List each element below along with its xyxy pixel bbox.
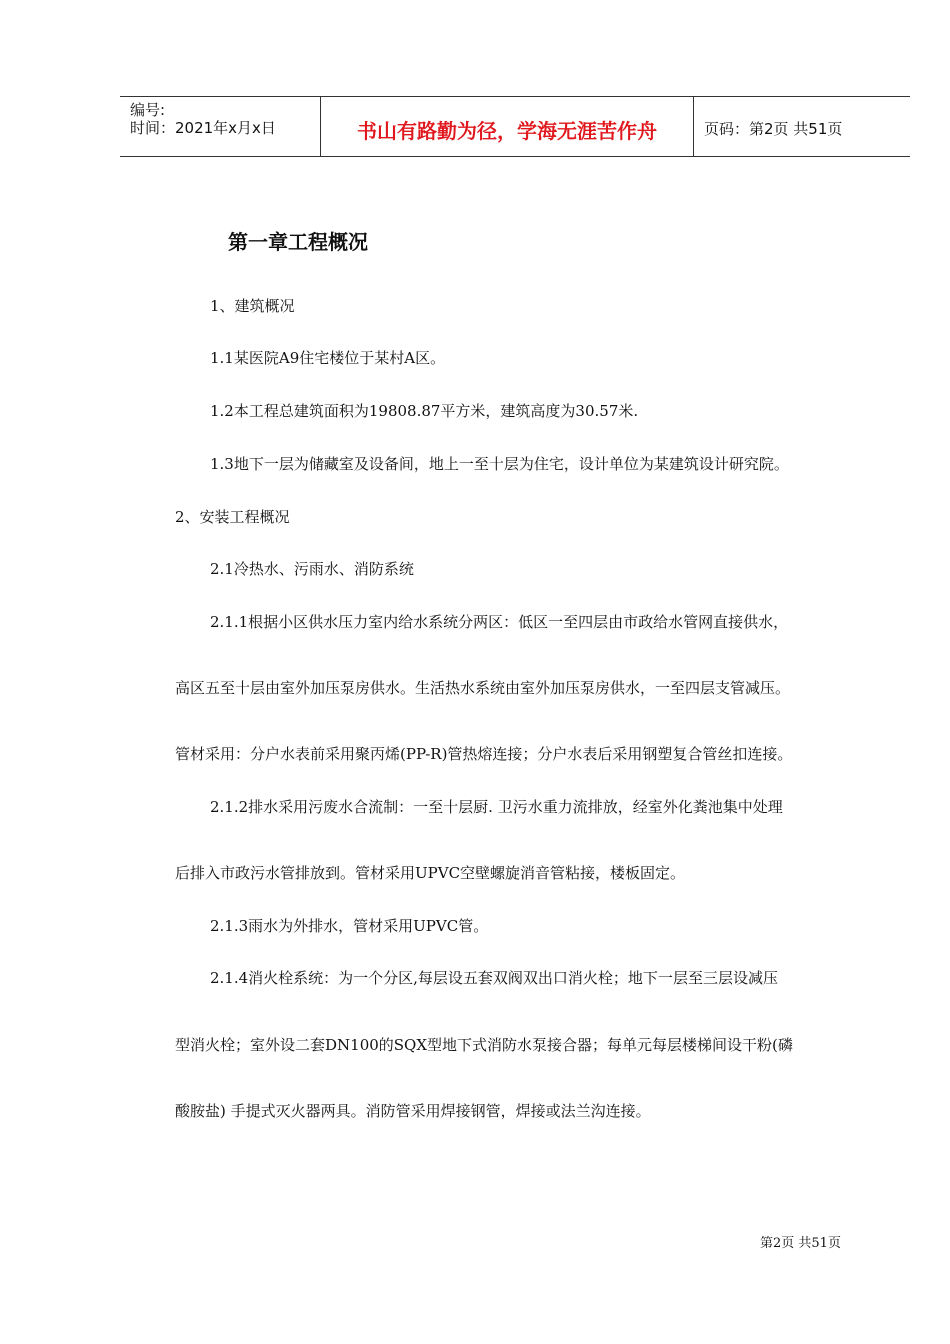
paragraph-line: 2.1.1根据小区供水压力室内给水系统分两区：低区一至四层由市政给水管网直接供水， <box>210 613 789 631</box>
serial-number-label: 编号: <box>130 101 166 119</box>
motto: 书山有路勤为径，学海无涯苦作舟 <box>357 119 657 143</box>
footer-page-number: 第2页 共51页 <box>760 1236 841 1251</box>
header-info-cell <box>120 97 321 156</box>
paragraph-line: 后排入市政污水管排放到。管材采用UPVC空壁螺旋消音管粘接，楼板固定。 <box>175 864 686 882</box>
paragraph-line: 2.1.4消火栓系统：为一个分区,每层设五套双阀双出口消火栓；地下一层至三层设减压 <box>210 969 778 987</box>
paragraph-line: 型消火栓；室外设二套DN100的SQX型地下式消防水泵接合器；每单元每层楼梯间设干粉(磷 <box>175 1036 793 1054</box>
paragraph-line: 2.1.2排水采用污废水合流制：一至十层厨. 卫污水重力流排放，经室外化粪池集中处理 <box>210 798 783 816</box>
subsection-heading: 2.1冷热水、污雨水、消防系统 <box>210 560 414 578</box>
paragraph-line: 1.3地下一层为储藏室及设备间，地上一至十层为住宅，设计单位为某建筑设计研究院。 <box>210 455 789 473</box>
paragraph-line: 管材采用：分户水表前采用聚丙烯(PP-R)管热熔连接；分户水表后采用钢塑复合管丝扣连接。 <box>175 745 793 763</box>
header-page-number: 页码：第2页 共51页 <box>704 120 843 138</box>
header-table <box>120 96 910 157</box>
chapter-title: 第一章工程概况 <box>228 230 368 254</box>
paragraph-line: 高区五至十层由室外加压泵房供水。生活热水系统由室外加压泵房供水，一至四层支管减压。 <box>175 679 791 697</box>
header-page-cell <box>694 97 910 156</box>
document-time: 时间：2021年x月x日 <box>130 119 276 137</box>
paragraph-line: 1.1某医院A9住宅楼位于某村A区。 <box>210 349 446 367</box>
section-heading: 1、建筑概况 <box>210 297 295 315</box>
paragraph-line: 酸胺盐) 手提式灭火器两具。消防管采用焊接钢管，焊接或法兰沟连接。 <box>175 1102 651 1120</box>
paragraph-line: 2.1.3雨水为外排水，管材采用UPVC管。 <box>210 917 489 935</box>
header-motto-cell <box>321 97 694 156</box>
paragraph-line: 1.2本工程总建筑面积为19808.87平方米，建筑高度为30.57米. <box>210 402 639 420</box>
section-heading: 2、安装工程概况 <box>175 508 290 526</box>
